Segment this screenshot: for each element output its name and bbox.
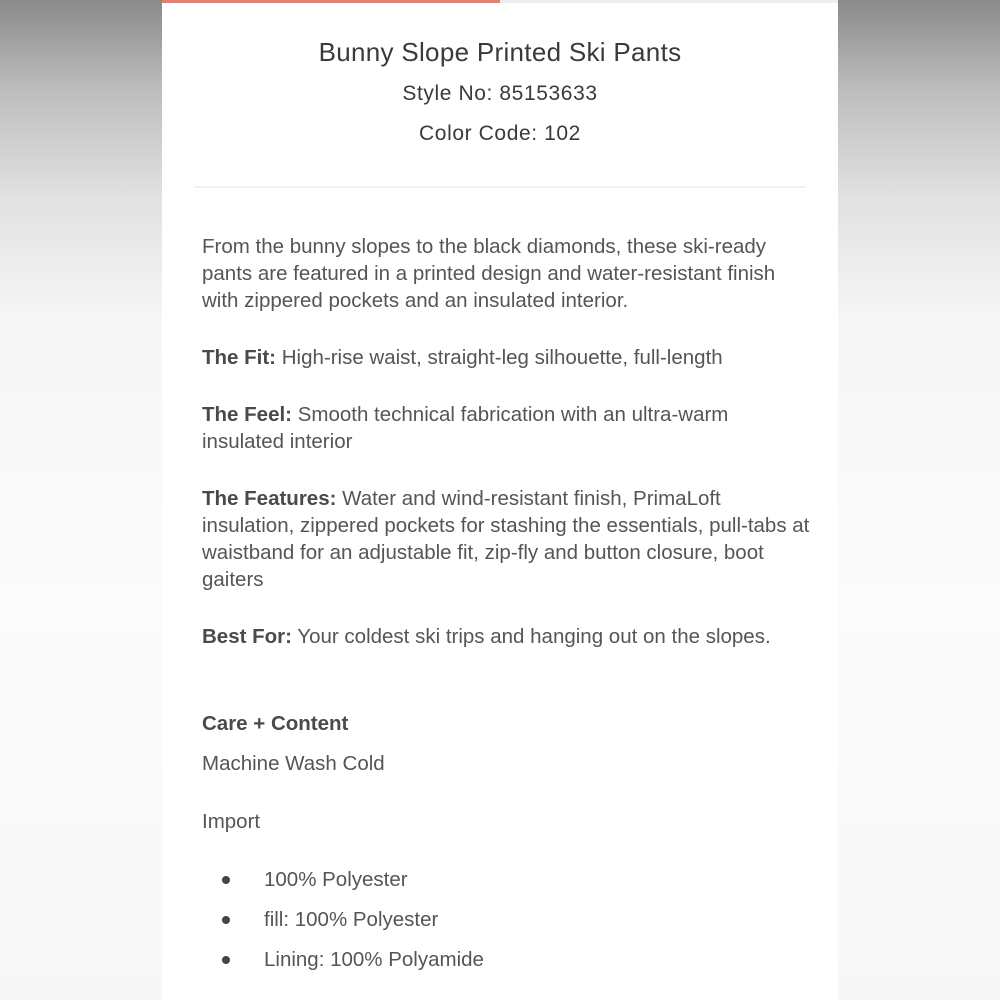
materials-list <box>202 864 812 976</box>
product-header <box>162 30 838 154</box>
progress-bar-fill <box>162 0 500 3</box>
list-item <box>202 864 812 896</box>
background-right <box>838 0 1000 1000</box>
product-details-panel <box>162 0 838 1000</box>
progress-bar <box>162 0 838 3</box>
fit-paragraph <box>202 344 812 371</box>
best-for-text: Your coldest ski trips and hanging out on the slopes. <box>291 625 771 648</box>
best-for-paragraph <box>202 623 812 650</box>
feel-text: Smooth technical fabrication with an ultra-warm insulated interior <box>202 403 729 453</box>
origin-text: Import <box>202 810 261 833</box>
bullet-icon <box>222 876 230 884</box>
list-item <box>202 904 812 936</box>
best-for-label: Best For: <box>202 625 292 648</box>
features-paragraph <box>202 485 812 593</box>
product-description <box>202 233 812 680</box>
material-text: 100% Polyester <box>264 868 408 891</box>
description-intro: From the bunny slopes to the black diamonds, these ski-ready pants are featured in a printed design and water-resistant finish with zippered pockets and an insulated interior. <box>202 235 776 312</box>
product-title: Bunny Slope Printed Ski Pants <box>318 37 682 67</box>
fit-label: The Fit: <box>202 346 277 369</box>
material-text: fill: 100% Polyester <box>264 908 439 931</box>
wash-instructions: Machine Wash Cold <box>202 752 385 775</box>
list-item <box>202 944 812 976</box>
bullet-icon <box>222 916 230 924</box>
care-heading: Care + Content <box>202 712 349 735</box>
features-text: Water and wind-resistant finish, PrimaLoft insulation, zippered pockets for stashing the essentials, pull-tabs at waistband for an adjustable fit, zip-fly and button closure, boot gaiters <box>202 487 810 591</box>
color-code: Color Code: 102 <box>419 122 581 145</box>
feel-paragraph <box>202 401 812 455</box>
header-divider <box>194 186 806 188</box>
care-content-section <box>202 708 812 984</box>
bullet-icon <box>222 956 230 964</box>
style-number: Style No: 85153633 <box>402 82 598 105</box>
fit-text: High-rise waist, straight-leg silhouette, full-length <box>276 346 723 369</box>
background-left <box>0 0 162 1000</box>
features-label: The Features: <box>202 487 337 510</box>
feel-label: The Feel: <box>202 403 292 426</box>
material-text: Lining: 100% Polyamide <box>264 948 484 971</box>
